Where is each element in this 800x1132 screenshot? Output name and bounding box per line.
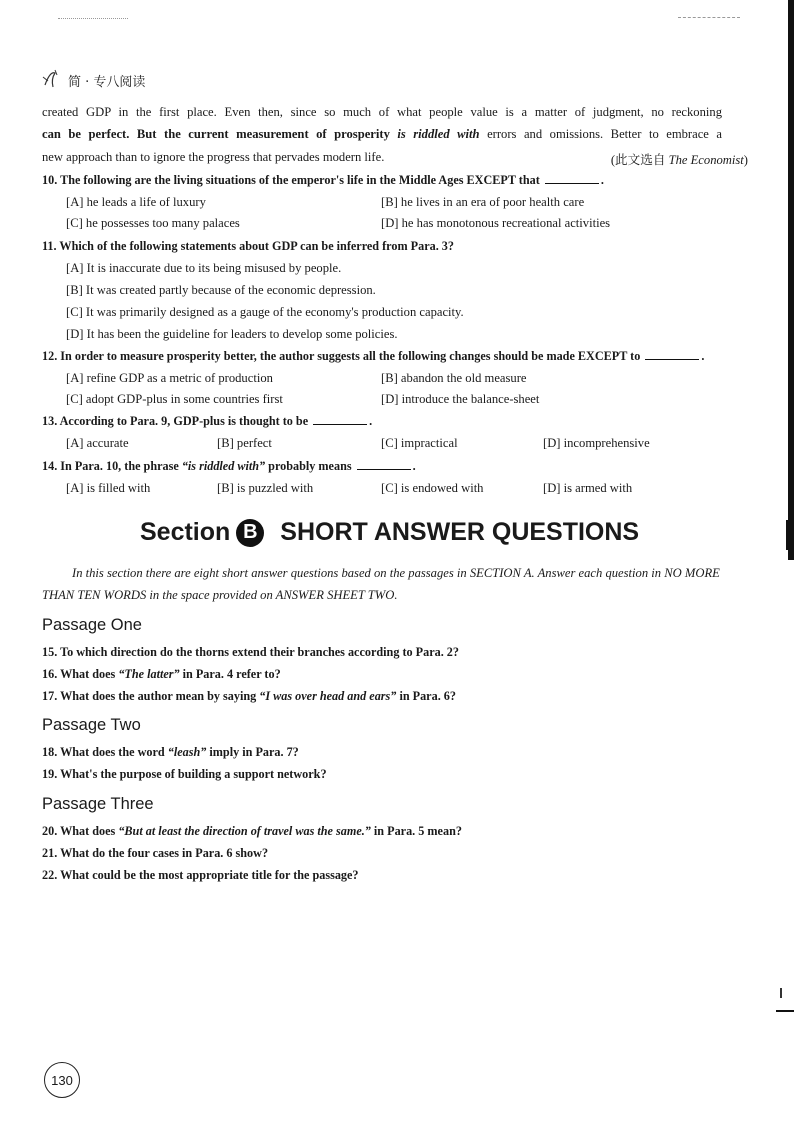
option-d: [D] he has monotonous recreational activities <box>381 216 611 230</box>
option-c: [C] adopt GDP-plus in some countries first <box>66 392 283 406</box>
question-text: imply in Para. 7? <box>206 745 299 759</box>
answer-blank <box>545 172 599 184</box>
short-question <box>42 823 462 839</box>
short-question <box>42 766 327 782</box>
question-text: in Para. 4 refer to? <box>179 667 281 681</box>
passage-line: new approach than to ignore the progress that pervades modern life. <box>42 150 385 164</box>
question-end: . <box>412 459 416 473</box>
running-header <box>40 66 145 94</box>
question-text: What do the four cases in Para. 6 show? <box>60 846 269 860</box>
question-text: probably means <box>265 459 352 473</box>
passage-text: errors and omissions. Better to embrace a <box>479 127 722 141</box>
answer-blank <box>313 413 367 425</box>
book-logo-icon <box>40 67 66 93</box>
header-rule-right <box>678 17 740 18</box>
question-quote: “leash” <box>167 745 207 759</box>
question-text: in Para. 5 mean? <box>370 824 462 838</box>
short-question <box>42 666 281 682</box>
option-d: [D] incomprehensive <box>543 436 650 450</box>
question-stem <box>42 458 416 474</box>
passage-emphasis: is riddled with <box>397 127 480 141</box>
question-number: 14. <box>42 459 58 473</box>
question-text: What's the purpose of building a support network? <box>60 767 327 781</box>
section-letter-badge: B <box>236 519 264 547</box>
short-question <box>42 845 268 861</box>
question-number: 17. <box>42 689 58 703</box>
option-c: [C] he possesses too many palaces <box>66 216 240 230</box>
header-rule-left <box>58 18 128 19</box>
page-edge-bar <box>788 0 794 560</box>
question-number: 22. <box>42 868 58 882</box>
section-heading <box>140 518 639 547</box>
question-text: What could be the most appropriate title for the passage? <box>60 868 359 882</box>
option-b: [B] he lives in an era of poor health care <box>381 195 585 209</box>
question-number: 13. <box>42 414 58 428</box>
question-end: . <box>600 173 604 187</box>
option-a: [A] refine GDP as a metric of production <box>66 371 273 385</box>
option-c: [C] It was primarily designed as a gauge of the economy's production capacity. <box>66 305 464 319</box>
question-end: . <box>369 414 373 428</box>
question-text: In Para. 10, the phrase <box>60 459 182 473</box>
passage-heading: Passage Three <box>42 795 154 813</box>
page-number: 130 <box>44 1062 80 1098</box>
source-title: The Economist <box>668 153 744 167</box>
option-a: [A] It is inaccurate due to its being misused by people. <box>66 261 342 275</box>
header-label: 简 · 专八阅读 <box>68 74 146 90</box>
short-question <box>42 688 456 704</box>
question-number: 18. <box>42 745 58 759</box>
question-text: To which direction do the thorns extend their branches according to Para. 2? <box>60 645 459 659</box>
page-edge-mark <box>786 520 794 550</box>
page-edge-tick <box>776 1010 794 1012</box>
question-stem <box>42 238 454 254</box>
question-number: 10. <box>42 173 58 187</box>
passage-line <box>42 126 722 142</box>
source-suffix: ) <box>743 153 748 167</box>
option-d: [D] is armed with <box>543 481 633 495</box>
question-text: According to Para. 9, GDP-plus is thought to be <box>59 414 309 428</box>
question-number: 11. <box>42 239 57 253</box>
question-end: . <box>701 349 705 363</box>
short-question <box>42 744 299 760</box>
question-text: What does the word <box>60 745 168 759</box>
option-b: [B] perfect <box>217 436 272 450</box>
question-quote: “But at least the direction of travel was the same.” <box>118 824 371 838</box>
question-text: Which of the following statements about GDP can be inferred from Para. 3? <box>59 239 454 253</box>
short-question <box>42 644 459 660</box>
question-number: 20. <box>42 824 58 838</box>
section-title: SHORT ANSWER QUESTIONS <box>280 518 640 546</box>
answer-blank <box>645 348 699 360</box>
question-phrase: “is riddled with” <box>181 459 266 473</box>
question-number: 16. <box>42 667 58 681</box>
question-stem <box>42 172 604 188</box>
option-d: [D] introduce the balance-sheet <box>381 392 540 406</box>
option-b: [B] abandon the old measure <box>381 371 527 385</box>
option-a: [A] accurate <box>66 436 129 450</box>
question-number: 12. <box>42 349 58 363</box>
source-prefix: (此文选自 <box>610 153 669 167</box>
short-question <box>42 867 359 883</box>
section-instructions: In this section there are eight short answer questions based on the passages in SECTION A. Answer each question in NO MORE THAN TEN WORDS in the space provided on ANSWER SHEET TWO. <box>42 566 720 602</box>
option-c: [C] impractical <box>381 436 458 450</box>
question-stem <box>42 413 372 429</box>
answer-blank <box>357 458 411 470</box>
section-word: Section <box>140 518 231 546</box>
question-text: What does the author mean by saying <box>60 689 260 703</box>
option-c: [C] is endowed with <box>381 481 484 495</box>
option-b: [B] It was created partly because of the economic depression. <box>66 283 376 297</box>
option-a: [A] he leads a life of luxury <box>66 195 206 209</box>
question-text: In order to measure prosperity better, the author suggests all the following changes should be made EXCEPT to <box>60 349 641 363</box>
question-number: 21. <box>42 846 58 860</box>
passage-heading: Passage Two <box>42 716 141 734</box>
source-citation <box>611 149 748 168</box>
option-b: [B] is puzzled with <box>217 481 314 495</box>
option-d: [D] It has been the guideline for leaders to develop some policies. <box>66 327 398 341</box>
question-number: 15. <box>42 645 58 659</box>
passage-heading: Passage One <box>42 616 142 634</box>
question-quote: “The latter” <box>118 667 180 681</box>
question-quote: “I was over head and ears” <box>259 689 397 703</box>
question-text: The following are the living situations of the emperor's life in the Middle Ages EXCEPT that <box>60 173 540 187</box>
question-text: What does <box>60 667 119 681</box>
option-a: [A] is filled with <box>66 481 151 495</box>
passage-text: can be perfect. But the current measurement of prosperity <box>42 127 398 141</box>
passage-line: created GDP in the first place. Even then, since so much of what people value is a matter of judgment, no reckoning <box>42 105 722 119</box>
question-stem <box>42 348 704 364</box>
question-text: in Para. 6? <box>396 689 456 703</box>
question-text: What does <box>60 824 119 838</box>
question-number: 19. <box>42 767 58 781</box>
page-edge-tick <box>780 988 782 998</box>
